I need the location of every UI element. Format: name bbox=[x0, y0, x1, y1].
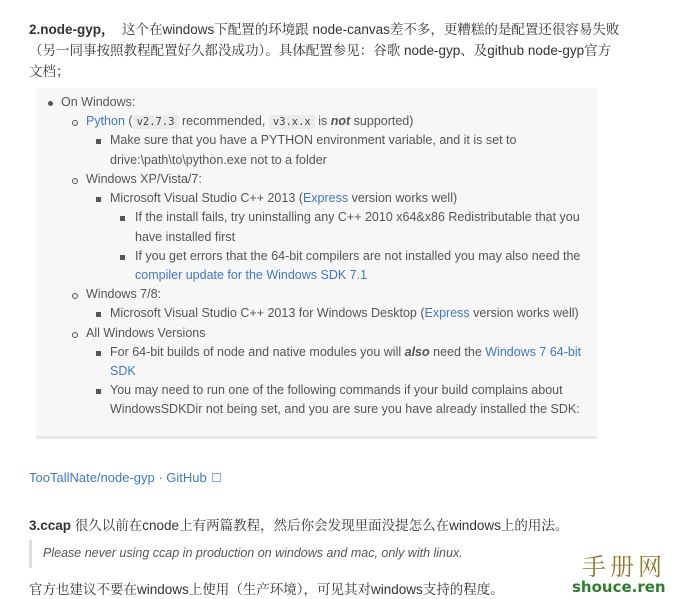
blockquote bbox=[29, 540, 632, 568]
python-unsupported-code: v3.x.x bbox=[269, 115, 315, 129]
list-item-xp-err: If you get errors that the 64-bit compilers are not installed you may also need the bbox=[135, 249, 581, 263]
list-bullet-circle bbox=[72, 120, 78, 126]
list-item-xp-fail-cont: have installed first bbox=[135, 230, 236, 244]
section-2-paragraph bbox=[29, 19, 629, 82]
xp-vs-text: Microsoft Visual Studio C++ 2013 ( bbox=[110, 191, 303, 205]
external-link-icon bbox=[212, 473, 221, 482]
python-text: ( bbox=[124, 114, 133, 128]
list-item-on-windows: On Windows: bbox=[61, 95, 136, 109]
list-bullet-square bbox=[96, 389, 101, 394]
w78-express-link[interactable]: Express bbox=[424, 306, 470, 320]
list-item-python-note-cont: drive:\path\to\python.exe not to a folder bbox=[110, 153, 327, 167]
list-item-windows-xp: Windows XP/Vista/7: bbox=[86, 172, 202, 186]
readme-excerpt-box bbox=[36, 88, 597, 439]
section-3-text: 很久以前在cnode上有两篇教程，然后你会发现里面没提怎么在windows上的用法。 bbox=[71, 518, 569, 533]
w78-vs-text: Microsoft Visual Studio C++ 2013 for Windows Desktop ( bbox=[110, 306, 425, 320]
list-bullet-square bbox=[96, 351, 101, 356]
compiler-update-link[interactable]: compiler update for the Windows SDK 7.1 bbox=[135, 268, 368, 282]
github-link[interactable] bbox=[29, 470, 221, 485]
list-item-python-note: Make sure that you have a PYTHON environment variable, and it is set to bbox=[110, 133, 517, 147]
python-not-emphasis: not bbox=[330, 114, 351, 128]
also-emphasis: also bbox=[404, 345, 430, 359]
github-link-text[interactable]: TooTallNate/node-gyp · GitHub bbox=[29, 470, 207, 485]
list-item-xp-fail: If the install fails, try uninstalling any C++ 2010 x64&x86 Redistributable that you bbox=[135, 210, 580, 224]
blockquote-text: Please never using ccap in production on windows and mac, only with linux. bbox=[43, 546, 463, 560]
watermark-cn: 手册网 bbox=[582, 553, 666, 581]
section-2-line-2: （另一同事按照教程配置好久都没成功）。具体配置参见：谷歌 node-gyp、及github node-gyp官方 bbox=[29, 43, 612, 58]
windows-sdk-link[interactable]: Windows 7 64-bit bbox=[485, 345, 582, 359]
watermark-logo bbox=[572, 551, 672, 595]
list-bullet-circle bbox=[72, 293, 78, 299]
list-bullet-circle bbox=[72, 178, 78, 184]
section-2-heading: 2.node-gyp， bbox=[29, 22, 115, 37]
list-bullet-disc bbox=[48, 101, 53, 106]
list-item-python bbox=[86, 114, 413, 128]
watermark-en: shouce.ren bbox=[572, 578, 666, 596]
list-item-windows-78: Windows 7/8: bbox=[86, 287, 162, 301]
section-2-line-3: 文档； bbox=[29, 64, 70, 79]
list-item-xp-vs bbox=[110, 191, 457, 205]
python-text: supported) bbox=[350, 114, 414, 128]
list-bullet-square bbox=[120, 216, 125, 221]
list-item-all-cmd: You may need to run one of the following commands if your build complains about bbox=[110, 383, 563, 397]
section-3-paragraph bbox=[29, 514, 568, 534]
section-2-text: 这个在windows下配置的环境跟 node-canvas差不多，更糟糕的是配置还很容易失败 bbox=[122, 22, 620, 37]
python-link[interactable]: Python bbox=[86, 114, 125, 128]
list-bullet-square bbox=[96, 312, 101, 317]
section-4-paragraph: 官方也建议不要在windows上使用（生产环境），可见其对windows支持的程度。 bbox=[29, 582, 504, 597]
section-2-line-1 bbox=[29, 19, 629, 40]
list-bullet-circle bbox=[72, 332, 78, 338]
xp-vs-text: version works well) bbox=[348, 191, 458, 205]
list-bullet-square bbox=[96, 139, 101, 144]
list-item-w78-vs bbox=[110, 306, 579, 320]
list-bullet-square bbox=[96, 197, 101, 202]
python-text: is bbox=[314, 114, 331, 128]
list-item-all-64bit bbox=[110, 345, 581, 359]
xp-express-link[interactable]: Express bbox=[302, 191, 349, 205]
python-version-code: v2.7.3 bbox=[133, 115, 179, 129]
w78-vs-text: version works well) bbox=[469, 306, 579, 320]
all-64-text: For 64-bit builds of node and native modules you will bbox=[110, 345, 405, 359]
section-3-heading: 3.ccap bbox=[29, 518, 72, 533]
all-64-text: need the bbox=[429, 345, 486, 359]
windows-sdk-link-cont[interactable]: SDK bbox=[110, 364, 136, 378]
list-bullet-square bbox=[120, 255, 125, 260]
list-item-all-windows: All Windows Versions bbox=[86, 326, 206, 340]
list-item-all-cmd-cont: WindowsSDKDir not being set, and you are sure you have already installed the SDK: bbox=[110, 402, 580, 416]
python-text: recommended, bbox=[178, 114, 269, 128]
